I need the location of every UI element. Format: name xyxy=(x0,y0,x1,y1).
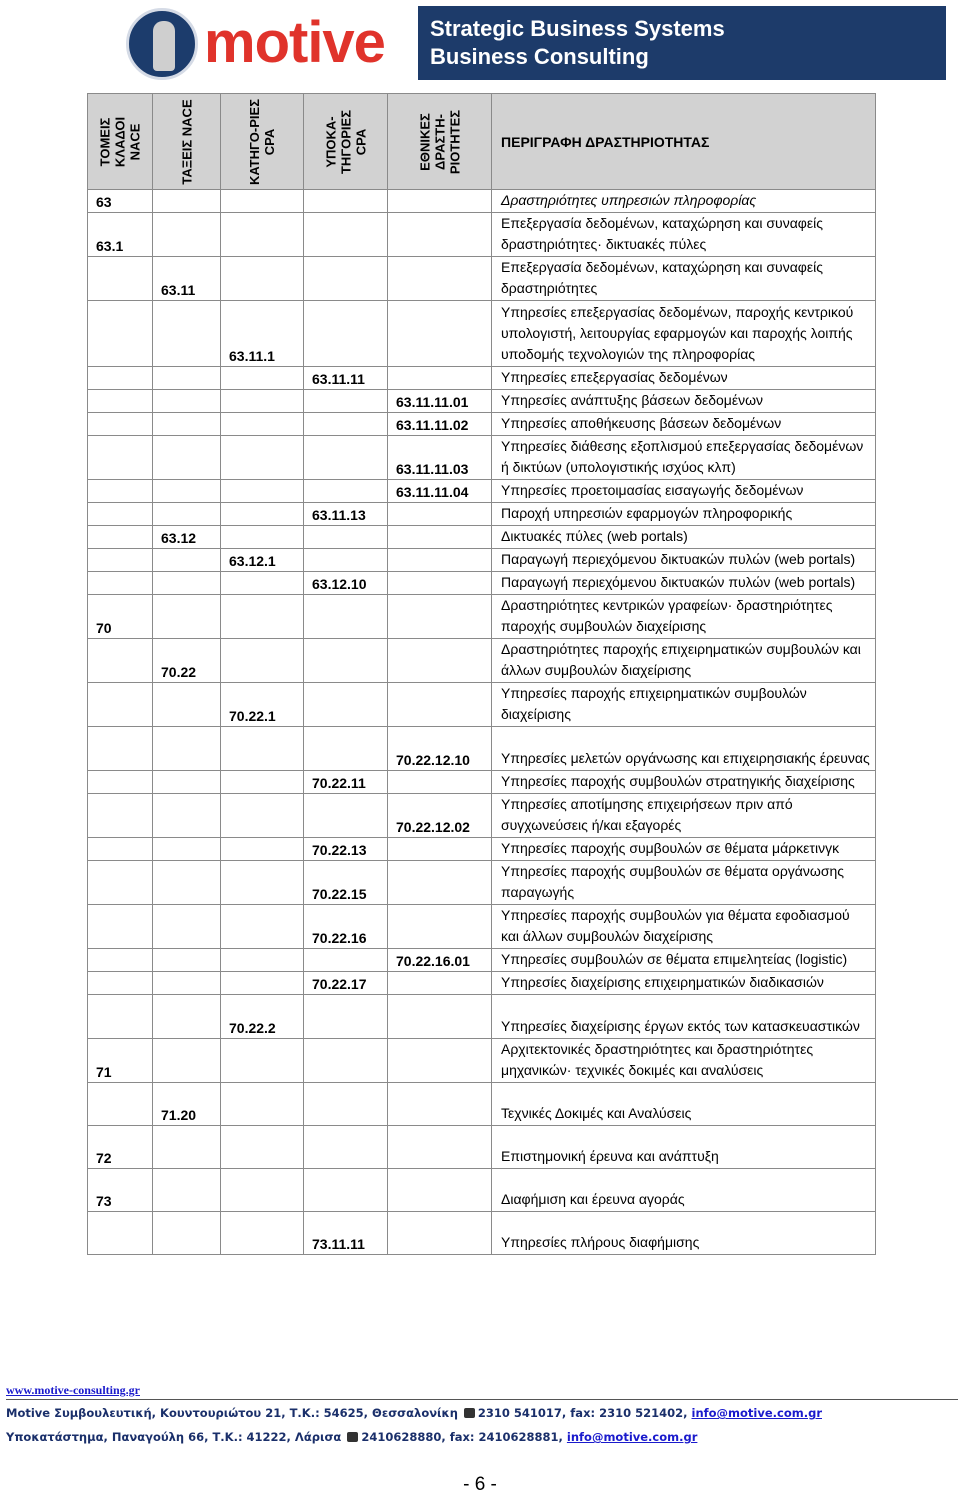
description-cell: Διαφήμιση και έρευνα αγοράς xyxy=(492,1169,876,1212)
description-cell: Υπηρεσίες παροχής συμβουλών στρατηγικής διαχείρισης xyxy=(492,771,876,794)
code-cell xyxy=(388,771,492,794)
code-cell: 63.11.13 xyxy=(304,503,388,526)
table-row xyxy=(88,771,876,794)
code-cell xyxy=(221,413,304,436)
footer-website-link[interactable]: www.motive-consulting.gr xyxy=(6,1383,140,1397)
table-row xyxy=(88,861,876,905)
code-cell xyxy=(153,436,221,480)
footer-address-branch xyxy=(6,1430,697,1444)
code-cell: 70.22.17 xyxy=(304,972,388,995)
code-cell xyxy=(304,526,388,549)
description-cell: Επιστημονική έρευνα και ανάπτυξη xyxy=(492,1126,876,1169)
code-cell xyxy=(88,861,153,905)
code-cell xyxy=(153,1212,221,1255)
code-cell xyxy=(304,995,388,1039)
code-cell xyxy=(221,861,304,905)
code-cell xyxy=(304,1169,388,1212)
description-cell: Υπηρεσίες αποτίμησης επιχειρήσεων πριν από συγχωνεύσεις ή/και εξαγορές xyxy=(492,794,876,838)
description-cell: Υπηρεσίες διαχείρισης επιχειρηματικών διαδικασιών xyxy=(492,972,876,995)
header-cpa-categories: ΚΑΤΗΓΟ-ΡΙΕΣ CPA xyxy=(221,94,304,190)
description-cell: Δραστηριότητες παροχής επιχειρηματικών συμβουλών και άλλων συμβουλών διαχείρισης xyxy=(492,639,876,683)
table-header-row xyxy=(88,94,876,190)
code-cell xyxy=(221,367,304,390)
code-cell xyxy=(88,639,153,683)
table-row xyxy=(88,1039,876,1083)
code-cell xyxy=(304,436,388,480)
table-row xyxy=(88,526,876,549)
code-cell xyxy=(88,794,153,838)
code-cell: 63.11 xyxy=(153,257,221,301)
code-cell xyxy=(221,794,304,838)
footer-address-main-text: Motive Συμβουλευτική, Κουντουριώτου 21, Τ.Κ.: 54625, Θεσσαλονίκη xyxy=(6,1406,458,1420)
code-cell xyxy=(304,301,388,367)
code-cell xyxy=(221,213,304,257)
code-cell xyxy=(304,213,388,257)
code-cell xyxy=(304,480,388,503)
description-cell: Υπηρεσίες ανάπτυξης βάσεων δεδομένων xyxy=(492,390,876,413)
code-cell xyxy=(304,595,388,639)
code-cell xyxy=(388,572,492,595)
code-cell xyxy=(88,480,153,503)
footer-email-branch[interactable]: info@motive.com.gr xyxy=(566,1430,698,1444)
code-cell xyxy=(388,1169,492,1212)
code-cell: 73 xyxy=(88,1169,153,1212)
code-cell: 70.22.12.02 xyxy=(388,794,492,838)
table-row xyxy=(88,1083,876,1126)
code-cell xyxy=(221,257,304,301)
code-cell xyxy=(388,1083,492,1126)
code-cell xyxy=(153,838,221,861)
code-cell xyxy=(221,480,304,503)
code-cell xyxy=(153,572,221,595)
header-cpa-subcategories: ΥΠΟΚΑ- ΤΗΓΟΡΙΕΣ CPA xyxy=(304,94,388,190)
code-cell xyxy=(88,771,153,794)
table-body xyxy=(88,190,876,1255)
table-row xyxy=(88,905,876,949)
header-nace-sectors: ΤΟΜΕΙΣ ΚΛΑΔΟΙ NACE xyxy=(88,94,153,190)
code-cell: 70.22 xyxy=(153,639,221,683)
code-cell xyxy=(304,794,388,838)
table-row xyxy=(88,436,876,480)
code-cell xyxy=(388,1212,492,1255)
table-row xyxy=(88,213,876,257)
code-cell: 72 xyxy=(88,1126,153,1169)
description-cell: Υπηρεσίες διάθεσης εξοπλισμού επεξεργασίας δεδομένων ή δικτύων (υπολογιστικής ισχύος κλπ) xyxy=(492,436,876,480)
description-cell: Παροχή υπηρεσιών εφαρμογών πληροφορικής xyxy=(492,503,876,526)
description-cell: Υπηρεσίες διαχείρισης έργων εκτός των κατασκευαστικών xyxy=(492,995,876,1039)
code-cell xyxy=(221,727,304,771)
description-cell: Δραστηριότητες κεντρικών γραφείων· δραστηριότητες παροχής συμβουλών διαχείρισης xyxy=(492,595,876,639)
code-cell xyxy=(153,413,221,436)
code-cell xyxy=(221,1212,304,1255)
code-cell xyxy=(388,526,492,549)
code-cell xyxy=(221,1169,304,1212)
code-cell xyxy=(88,413,153,436)
code-cell: 70.22.16 xyxy=(304,905,388,949)
footer-email-main[interactable]: info@motive.com.gr xyxy=(691,1406,822,1420)
footer-phone-branch: 2410628880, fax: 2410628881, xyxy=(361,1430,563,1444)
code-cell xyxy=(304,639,388,683)
code-cell xyxy=(304,1039,388,1083)
table-row xyxy=(88,683,876,727)
description-cell: Υπηρεσίες συμβουλών σε θέματα επιμελητείας (logistic) xyxy=(492,949,876,972)
code-cell: 63.11.11.03 xyxy=(388,436,492,480)
code-cell xyxy=(88,503,153,526)
code-cell xyxy=(88,838,153,861)
code-cell xyxy=(88,905,153,949)
table-row xyxy=(88,995,876,1039)
page-number: - 6 - xyxy=(463,1474,497,1495)
table-row xyxy=(88,480,876,503)
description-cell: Δικτυακές πύλες (web portals) xyxy=(492,526,876,549)
activity-codes-table xyxy=(87,93,876,1255)
table-row xyxy=(88,794,876,838)
code-cell: 63.12 xyxy=(153,526,221,549)
code-cell xyxy=(153,794,221,838)
code-cell xyxy=(153,503,221,526)
code-cell xyxy=(153,595,221,639)
code-cell xyxy=(221,190,304,213)
table-row xyxy=(88,503,876,526)
footer-address-main xyxy=(6,1406,822,1420)
footer-address-branch-text: Υποκατάστημα, Παναγούλη 66, Τ.Κ.: 41222, Λάρισα xyxy=(6,1430,342,1444)
code-cell: 70.22.13 xyxy=(304,838,388,861)
table-row xyxy=(88,301,876,367)
code-cell: 70.22.16.01 xyxy=(388,949,492,972)
code-cell: 63.12.10 xyxy=(304,572,388,595)
code-cell xyxy=(388,838,492,861)
code-cell xyxy=(388,1126,492,1169)
code-cell xyxy=(221,838,304,861)
table-row xyxy=(88,1126,876,1169)
code-cell: 70.22.15 xyxy=(304,861,388,905)
code-cell xyxy=(88,549,153,572)
description-cell: Παραγωγή περιεχόμενου δικτυακών πυλών (web portals) xyxy=(492,549,876,572)
description-cell: Υπηρεσίες πλήρους διαφήμισης xyxy=(492,1212,876,1255)
code-cell xyxy=(221,503,304,526)
code-cell: 63.11.11.01 xyxy=(388,390,492,413)
code-cell xyxy=(388,683,492,727)
code-cell xyxy=(153,390,221,413)
code-cell: 63.11.1 xyxy=(221,301,304,367)
code-cell xyxy=(388,861,492,905)
header-activity-description: ΠΕΡΙΓΡΑΦΗ ΔΡΑΣΤΗΡΙΟΤΗΤΑΣ xyxy=(492,94,876,190)
code-cell xyxy=(388,549,492,572)
code-cell xyxy=(153,905,221,949)
code-cell: 63.11.11.04 xyxy=(388,480,492,503)
description-cell: Τεχνικές Δοκιμές και Αναλύσεις xyxy=(492,1083,876,1126)
description-cell: Υπηρεσίες επεξεργασίας δεδομένων xyxy=(492,367,876,390)
code-cell xyxy=(221,436,304,480)
table-row xyxy=(88,190,876,213)
code-cell xyxy=(304,390,388,413)
description-cell: Αρχιτεκτονικές δραστηριότητες και δραστηριότητες μηχανικών· τεχνικές δοκιμές και αναλύσεις xyxy=(492,1039,876,1083)
code-cell xyxy=(221,1083,304,1126)
code-cell xyxy=(153,480,221,503)
code-cell: 71.20 xyxy=(153,1083,221,1126)
table-row xyxy=(88,727,876,771)
code-cell xyxy=(153,861,221,905)
code-cell xyxy=(88,257,153,301)
logo-text: motive xyxy=(204,10,385,75)
code-cell: 70.22.2 xyxy=(221,995,304,1039)
code-cell xyxy=(221,1126,304,1169)
table-row xyxy=(88,390,876,413)
header-banner xyxy=(18,6,946,80)
table-row xyxy=(88,1212,876,1255)
code-cell xyxy=(88,683,153,727)
code-cell xyxy=(88,949,153,972)
code-cell: 63.11.11 xyxy=(304,367,388,390)
code-cell: 70.22.12.10 xyxy=(388,727,492,771)
header-nace-classes: ΤΑΞΕΙΣ NACE xyxy=(153,94,221,190)
code-cell xyxy=(304,1126,388,1169)
phone-icon xyxy=(464,1408,475,1418)
code-cell xyxy=(388,257,492,301)
code-cell xyxy=(88,1212,153,1255)
code-cell: 70.22.1 xyxy=(221,683,304,727)
code-cell xyxy=(153,683,221,727)
footer-phone-main: 2310 541017, fax: 2310 521402, xyxy=(477,1406,688,1420)
code-cell xyxy=(153,549,221,572)
code-cell: 70 xyxy=(88,595,153,639)
code-cell xyxy=(388,995,492,1039)
table-row xyxy=(88,595,876,639)
code-cell xyxy=(221,526,304,549)
code-cell xyxy=(153,367,221,390)
code-cell xyxy=(388,1039,492,1083)
phone-icon xyxy=(347,1432,358,1442)
code-cell xyxy=(88,995,153,1039)
code-cell xyxy=(88,301,153,367)
table-row xyxy=(88,1169,876,1212)
table-row xyxy=(88,972,876,995)
code-cell: 63.1 xyxy=(88,213,153,257)
code-cell xyxy=(388,213,492,257)
code-cell xyxy=(388,595,492,639)
code-cell xyxy=(388,503,492,526)
code-cell xyxy=(88,367,153,390)
description-cell: Υπηρεσίες παροχής επιχειρηματικών συμβουλών διαχείρισης xyxy=(492,683,876,727)
table-row xyxy=(88,549,876,572)
code-cell xyxy=(153,972,221,995)
code-cell: 71 xyxy=(88,1039,153,1083)
header-national-activities: ΕΘΝΙΚΕΣ ΔΡΑΣΤΗ- ΡΙΟΤΗΤΕΣ xyxy=(388,94,492,190)
description-cell: Υπηρεσίες αποθήκευσης βάσεων δεδομένων xyxy=(492,413,876,436)
code-cell xyxy=(221,905,304,949)
code-cell: 63.11.11.02 xyxy=(388,413,492,436)
description-cell: Παραγωγή περιεχόμενου δικτυακών πυλών (web portals) xyxy=(492,572,876,595)
code-cell xyxy=(88,390,153,413)
code-cell xyxy=(88,727,153,771)
code-cell xyxy=(153,190,221,213)
code-cell xyxy=(221,572,304,595)
code-cell xyxy=(153,1126,221,1169)
code-cell xyxy=(153,1169,221,1212)
code-cell xyxy=(153,1039,221,1083)
code-cell xyxy=(88,972,153,995)
code-cell xyxy=(88,526,153,549)
description-cell: Υπηρεσίες προετοιμασίας εισαγωγής δεδομένων xyxy=(492,480,876,503)
code-cell xyxy=(304,683,388,727)
description-cell: Υπηρεσίες παροχής συμβουλών σε θέματα μάρκετινγκ xyxy=(492,838,876,861)
description-cell: Υπηρεσίες παροχής συμβουλών για θέματα εφοδιασμού και άλλων συμβουλών διαχείρισης xyxy=(492,905,876,949)
code-cell xyxy=(304,190,388,213)
description-cell: Υπηρεσίες επεξεργασίας δεδομένων, παροχής κεντρικού υπολογιστή, λειτουργίας εφαρμογών και παροχής λοιπής υποδομής τεχνολογιών της πληροφορίας xyxy=(492,301,876,367)
code-cell xyxy=(221,972,304,995)
description-cell: Επεξεργασία δεδομένων, καταχώρηση και συναφείς δραστηριότητες xyxy=(492,257,876,301)
code-cell xyxy=(388,190,492,213)
code-cell xyxy=(221,595,304,639)
code-cell: 63.12.1 xyxy=(221,549,304,572)
code-cell xyxy=(304,413,388,436)
logo-emblem-icon xyxy=(126,8,198,80)
code-cell xyxy=(153,213,221,257)
table-row xyxy=(88,413,876,436)
code-cell: 70.22.11 xyxy=(304,771,388,794)
table-row xyxy=(88,367,876,390)
code-cell xyxy=(388,972,492,995)
footer-divider xyxy=(6,1399,958,1400)
code-cell xyxy=(304,727,388,771)
code-cell xyxy=(388,639,492,683)
description-cell: Υπηρεσίες μελετών οργάνωσης και επιχειρησιακής έρευνας xyxy=(492,727,876,771)
description-cell: Υπηρεσίες παροχής συμβουλών σε θέματα οργάνωσης παραγωγής xyxy=(492,861,876,905)
code-cell xyxy=(153,301,221,367)
code-cell xyxy=(153,727,221,771)
tagline-secondary: Business Consulting xyxy=(430,44,649,69)
code-cell xyxy=(388,905,492,949)
code-cell xyxy=(221,771,304,794)
code-cell xyxy=(153,949,221,972)
table-row xyxy=(88,572,876,595)
table-row xyxy=(88,838,876,861)
code-cell xyxy=(221,639,304,683)
table-row xyxy=(88,639,876,683)
code-cell xyxy=(221,949,304,972)
tagline-primary: Strategic Business Systems xyxy=(430,16,725,41)
code-cell: 63 xyxy=(88,190,153,213)
code-cell xyxy=(221,390,304,413)
code-cell xyxy=(388,301,492,367)
description-cell: Επεξεργασία δεδομένων, καταχώρηση και συναφείς δραστηριότητες· δικτυακές πύλες xyxy=(492,213,876,257)
code-cell xyxy=(153,771,221,794)
code-cell xyxy=(388,367,492,390)
logo-area xyxy=(18,6,418,80)
code-cell xyxy=(153,995,221,1039)
table-row xyxy=(88,949,876,972)
code-cell xyxy=(304,257,388,301)
table-row xyxy=(88,257,876,301)
code-cell xyxy=(304,549,388,572)
code-cell xyxy=(304,949,388,972)
code-cell xyxy=(221,1039,304,1083)
code-cell xyxy=(304,1083,388,1126)
description-cell: Δραστηριότητες υπηρεσιών πληροφορίας xyxy=(492,190,876,213)
code-cell xyxy=(88,572,153,595)
code-cell xyxy=(88,436,153,480)
code-cell: 73.11.11 xyxy=(304,1212,388,1255)
code-cell xyxy=(88,1083,153,1126)
